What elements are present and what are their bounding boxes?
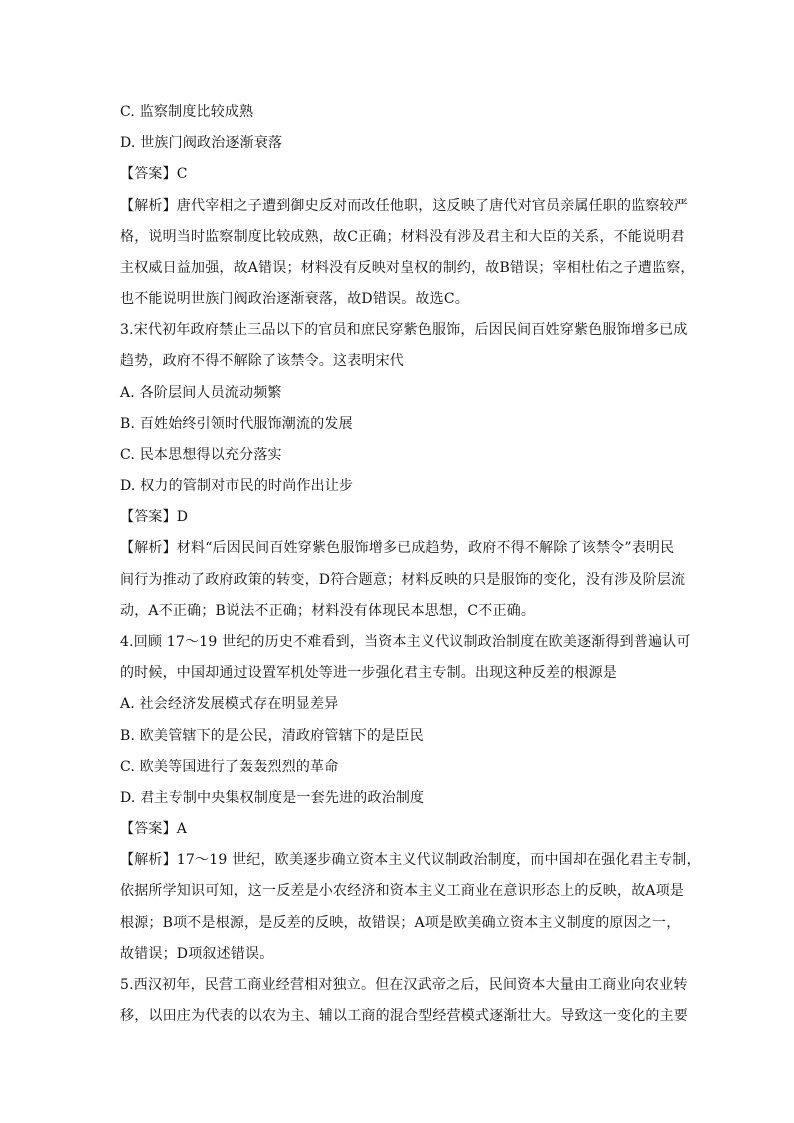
q3-stem-line-2: 趋势，政府不得不解除了该禁令。这表明宋代 [120,353,404,369]
q4-analysis-line-3: 根源；B项不是根源，是反差的反映，故错误；A项是欧美确立资本主义制度的原因之一， [120,915,681,931]
q2-answer: 【答案】C [120,166,188,182]
q4-analysis-line-2: 依据所学知识可知，这一反差是小农经济和资本主义工商业在意识形态上的反映，故A项是 [120,883,685,899]
q3-stem-line-1: 3.宋代初年政府禁止三品以下的官员和庶民穿紫色服饰，后因民间百姓穿紫色服饰增多已成 [120,322,688,338]
q4-analysis-line-4: 故错误；D项叙述错误。 [120,946,274,962]
q4-option-d: D. 君主专制中央集权制度是一套先进的政治制度 [120,790,425,806]
q4-stem-line-2: 的时候，中国却通过设置军机处等进一步强化君主专制。出现这种反差的根源是 [120,665,617,681]
q2-analysis-line-2: 格，说明当时监察制度比较成熟，故C正确；材料没有涉及君主和大臣的关系，不能说明君 [120,229,685,245]
q4-analysis-line-1: 【解析】17～19 世纪，欧美逐步确立资本主义代议制政治制度，而中国却在强化君主专制， [120,852,701,868]
q2-option-d: D. 世族门阀政治逐渐衰落 [120,135,283,151]
q2-option-c: C. 监察制度比较成熟 [120,104,254,120]
q3-option-c: C. 民本思想得以充分落实 [120,447,282,463]
q4-option-a: A. 社会经济发展模式存在明显差异 [120,696,339,712]
q3-option-b: B. 百姓始终引领时代服饰潮流的发展 [120,416,353,432]
q2-analysis-line-4: 也不能说明世族门阀政治逐渐衰落，故D错误。故选C。 [120,291,469,307]
q4-stem-line-1: 4.回顾 17～19 世纪的历史不难看到，当资本主义代议制政治制度在欧美逐渐得到普遍认可 [120,634,691,650]
q2-analysis-line-3: 主权威日益加强，故A错误；材料没有反映对皇权的制约，故B错误；宰相杜佑之子遭监察， [120,260,695,276]
q2-analysis-line-1: 【解析】唐代宰相之子遭到御史反对而改任他职，这反映了唐代对官员亲属任职的监察较严 [120,198,688,214]
q5-stem-line-2: 移，以田庄为代表的以农为主、辅以工商的混合型经营模式逐渐壮大。导致这一变化的主要 [120,1008,688,1024]
q3-analysis-line-3: 动，A不正确；B说法不正确；材料没有体现民本思想，C不正确。 [120,603,536,619]
q5-stem-line-1: 5.西汉初年，民营工商业经营相对独立。但在汉武帝之后，民间资本大量由工商业向农业转 [120,977,688,993]
q3-option-d: D. 权力的管制对市民的时尚作出让步 [120,478,354,494]
q3-analysis-line-2: 间行为推动了政府政策的转变，D符合题意；材料反映的只是服饰的变化，没有涉及阶层流 [120,572,686,588]
q3-answer: 【答案】D [120,509,189,525]
q4-answer: 【答案】A [120,821,188,837]
q4-option-c: C. 欧美等国进行了轰轰烈烈的革命 [120,759,339,775]
q3-analysis-line-1: 【解析】材料“后因民间百姓穿紫色服饰增多已成趋势，政府不得不解除了该禁令”表明民 [120,540,675,556]
q3-option-a: A. 各阶层间人员流动频繁 [120,385,282,401]
q4-option-b: B. 欧美管辖下的是公民，清政府管辖下的是臣民 [120,728,424,744]
